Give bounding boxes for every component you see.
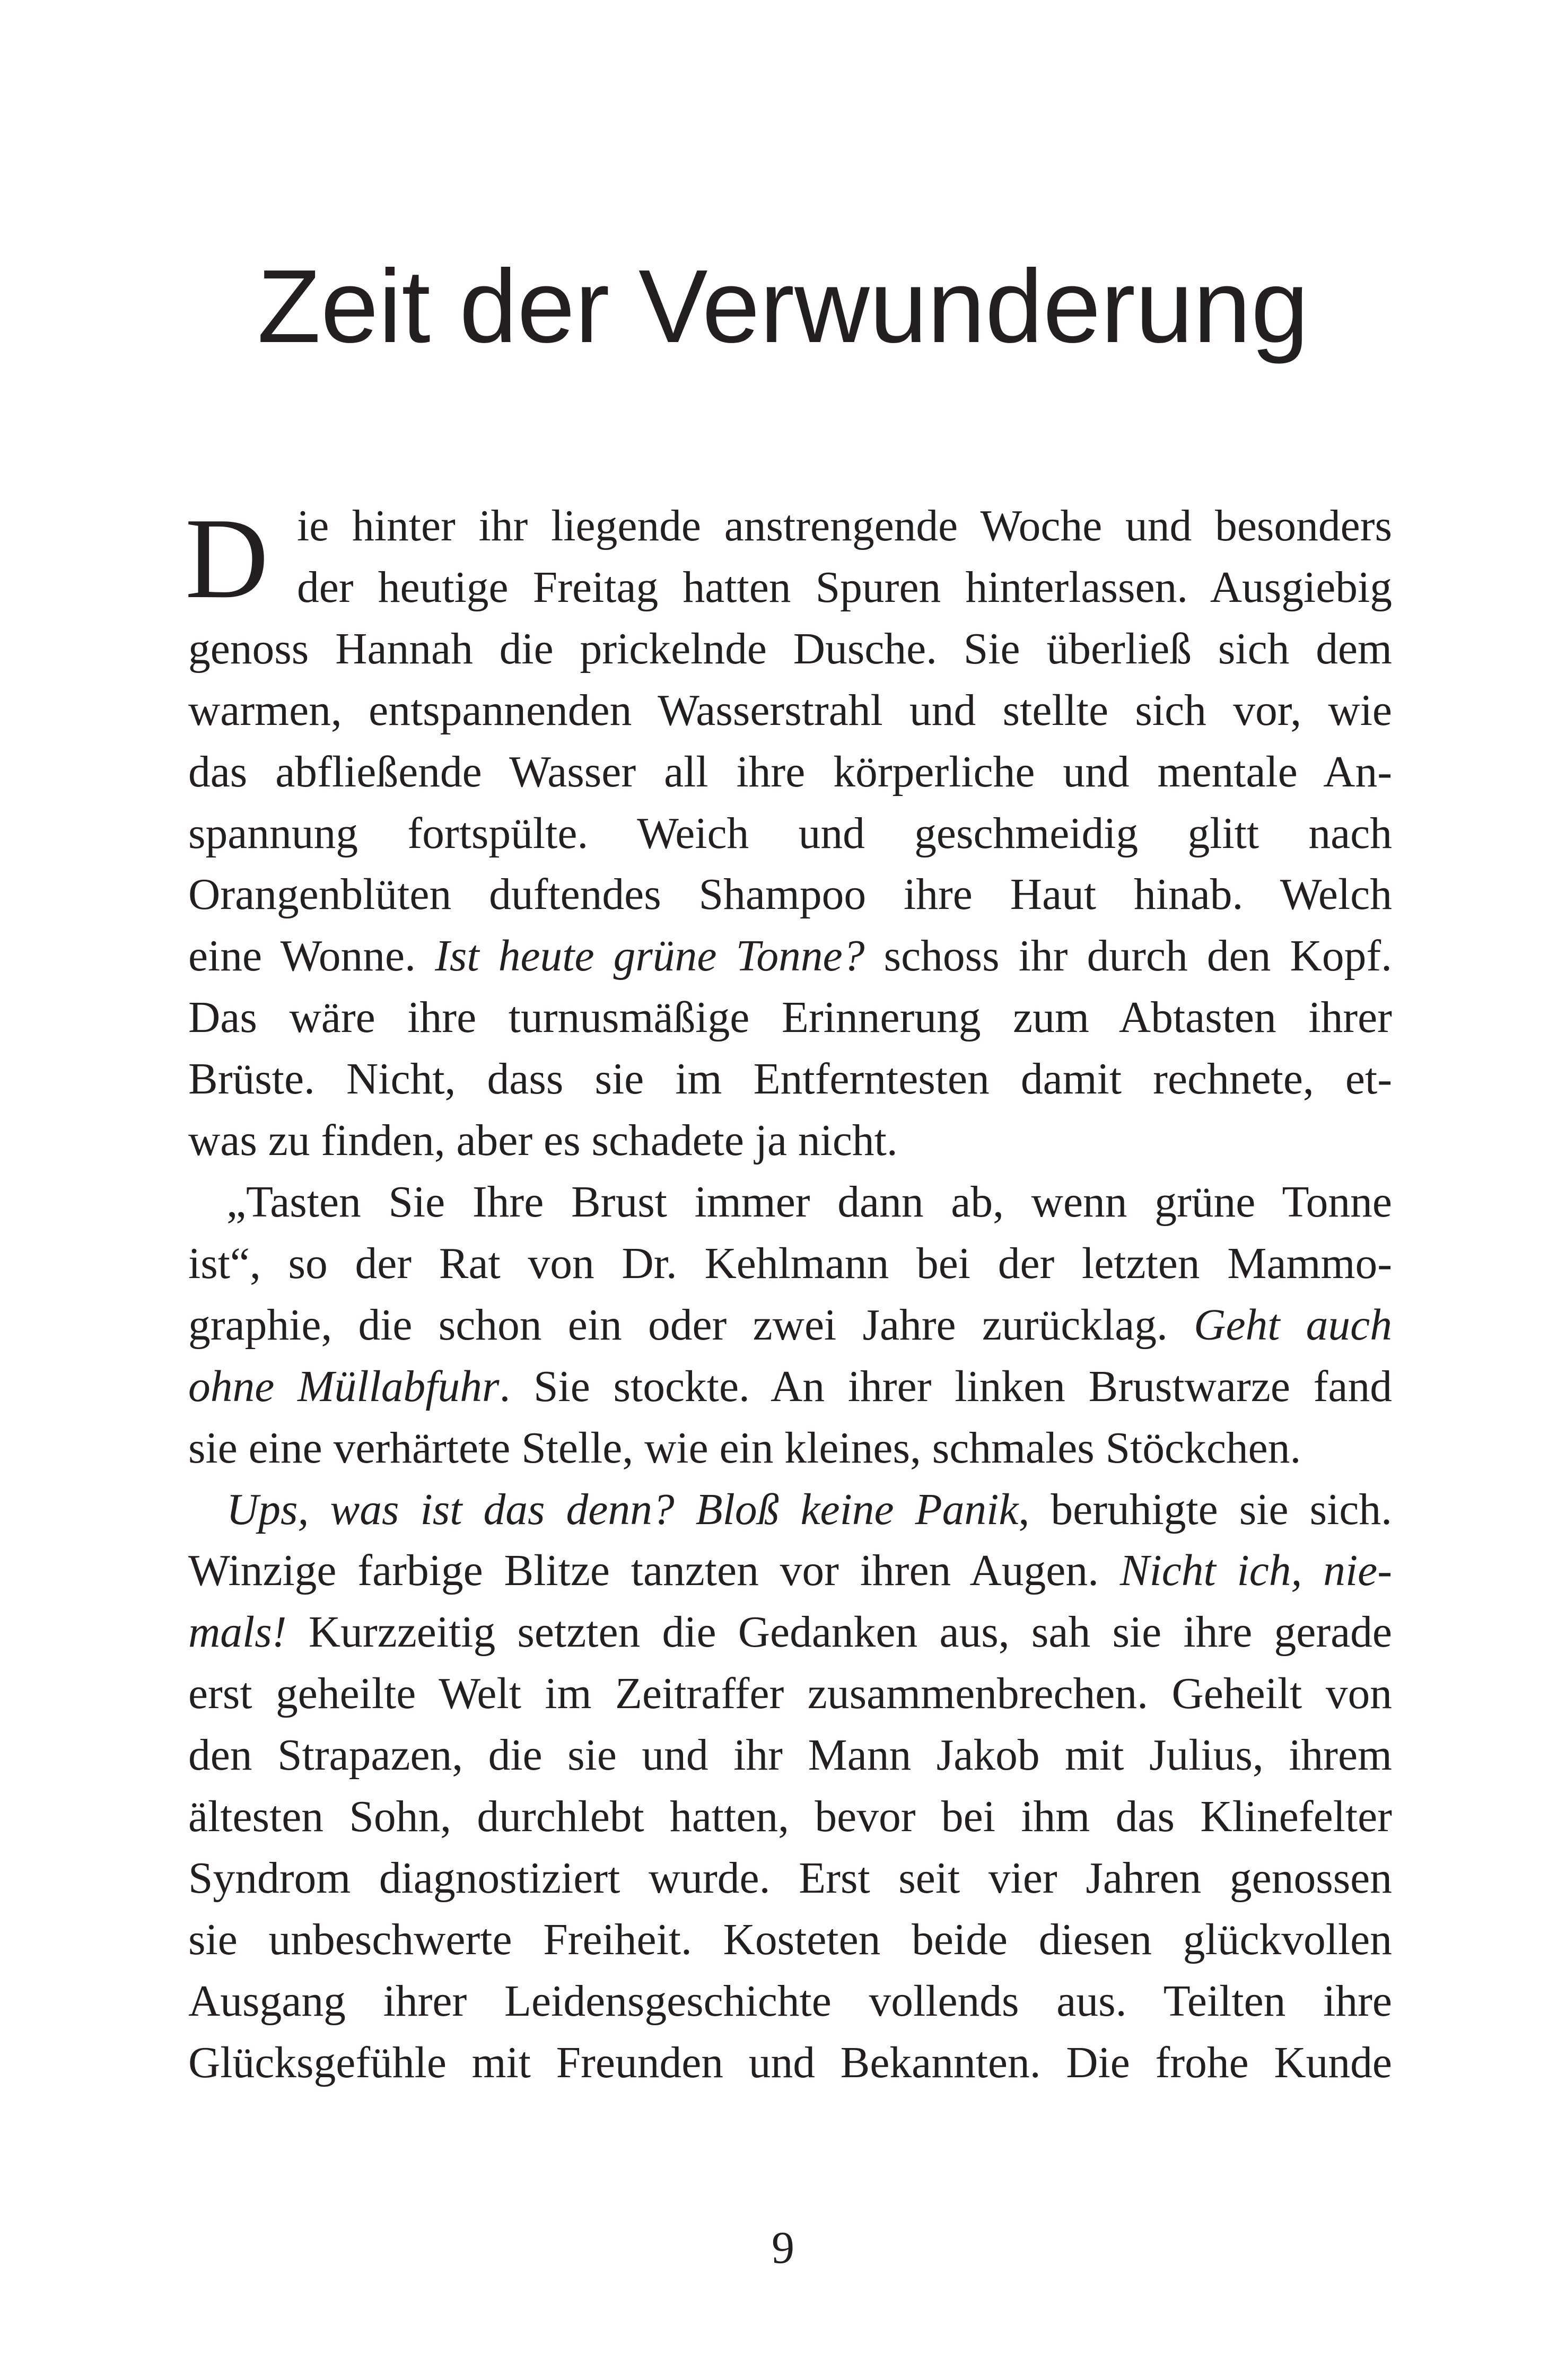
text-line: das abfließende Wasser all ihre körperliche und mentale An- [188,747,1392,797]
italic-thought: Ups, was ist das denn? Bloß keine Panik [226,1485,1019,1534]
text-line [188,1295,1392,1357]
text-line: „Tasten Sie Ihre Brust immer dann ab, wenn grüne Tonne [226,1177,1392,1227]
italic-thought: Geht auch [1194,1300,1392,1350]
text-line [188,1602,1392,1664]
text-line: ist“, so der Rat von Dr. Kehlmann bei der letzten Mammo- [188,1239,1392,1288]
text-run: Winzige farbige Blitze tanzten vor ihren Augen. [188,1546,1120,1596]
text-line: Brüste. Nicht, dass sie im Entferntesten damit rechnete, et- [188,1055,1392,1104]
text-run: schoss ihr durch den Kopf. [864,932,1393,981]
text-run: , beruhigte sie sich. [1018,1485,1392,1534]
body-text [185,495,1393,2094]
text-line: ältesten Sohn, durchlebt hatten, bevor bei ihm das Klinefelter [188,1792,1392,1842]
paragraph-3 [188,1480,1392,2094]
text-line [188,926,1392,987]
text-line: Syndrom diagnostiziert wurde. Erst seit vier Jahren genossen [188,1853,1392,1903]
paragraph-2 [188,1172,1392,1480]
text-line: was zu finden, aber es schadete ja nicht. [188,1116,898,1166]
paragraph-1 [185,495,1393,1172]
page-number: 9 [772,2222,794,2273]
text-line: erst geheilte Welt im Zeitraffer zusammenbrechen. Geheilt von [188,1669,1392,1719]
text-line: der heutige Freitag hatten Spuren hinterlassen. Ausgiebig [297,563,1392,612]
text-line [188,1480,1392,1541]
text-line: warmen, entspannenden Wasserstrahl und stellte sich vor, wie [188,686,1392,735]
text-line: ie hinter ihr liegende anstrengende Woche und besonders [297,502,1392,550]
text-line: Orangenblüten duftendes Shampoo ihre Haut hinab. Welch [188,870,1392,920]
italic-thought: mals! [188,1608,287,1657]
text-line [188,1541,1392,1602]
text-line: den Strapazen, die sie und ihr Mann Jakob mit Julius, ihrem [188,1731,1392,1780]
text-line: Glücksgefühle mit Freunden und Bekannten. Die frohe Kunde [188,2038,1392,2087]
text-line: Ausgang ihrer Leidensgeschichte vollends aus. Teilten ihre [188,1976,1392,2026]
text-run: graphie, die schon ein oder zwei Jahre zurücklag. [188,1300,1194,1350]
text-line: Das wäre ihre turnusmäßige Erinnerung zum Abtasten ihrer [188,993,1392,1043]
italic-thought: Ist heute grüne Tonne? [435,932,865,981]
chapter-title: Zeit der Verwunderung [257,248,1309,364]
text-run: . Sie stockte. An ihrer linken Brustwarze fand [499,1362,1392,1411]
text-line: sie unbeschwerte Freiheit. Kosteten beide diesen glückvollen [188,1915,1392,1964]
drop-cap: D [185,495,269,623]
text-line [188,1357,1392,1418]
italic-thought: ohne Müllabfuhr [188,1362,500,1411]
italic-thought: Nicht ich, nie- [1119,1546,1393,1596]
text-line: spannung fortspülte. Weich und geschmeidig glitt nach [188,809,1392,858]
text-run: Kurzzeitig setzten die Gedanken aus, sah sie ihre gerade [286,1608,1392,1657]
text-line: sie eine verhärtete Stelle, wie ein kleines, schmales Stöckchen. [188,1423,1301,1473]
text-line: genoss Hannah die prickelnde Dusche. Sie überließ sich dem [188,624,1392,673]
text-run: eine Wonne. [188,932,435,981]
